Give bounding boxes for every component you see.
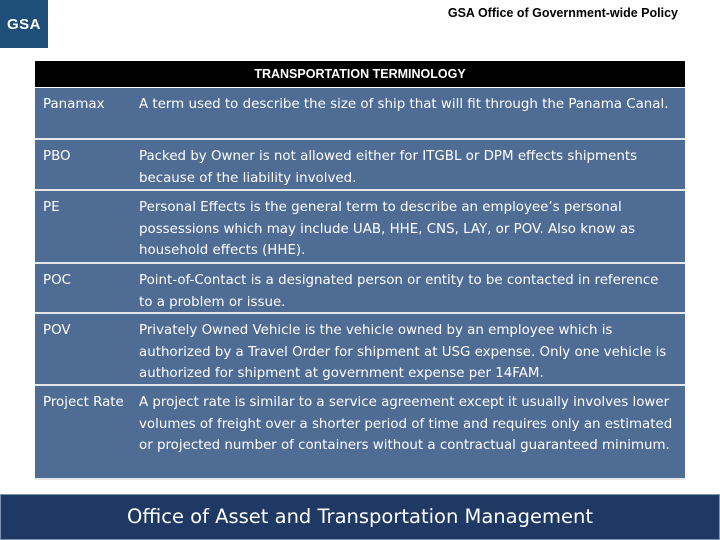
term-cell: PE — [43, 200, 60, 215]
definition-cell: A project rate is similar to a service agreement except it usually involves lower volumes of freight over a shorter period of time and requires only an estimated or projected number of containers without a contractual guaranteed minimum. — [139, 395, 673, 453]
table-row-panamax — [35, 88, 685, 140]
definition-cell: A term used to describe the size of ship that will fit through the Panama Canal. — [139, 97, 669, 112]
term-cell: PBO — [43, 149, 71, 164]
terminology-table — [35, 88, 685, 480]
definition-cell: Personal Effects is the general term to describe an employee’s personal possessions which may include UAB, HHE, CNS, LAY, or POV. Also know as household effects (HHE). — [139, 200, 636, 258]
gsa-logo-text: GSA — [6, 15, 41, 33]
table-row-project-rate — [35, 386, 685, 480]
page-header-title: GSA Office of Government-wide Policy — [447, 6, 678, 20]
term-cell: POV — [43, 323, 71, 338]
table-row-pov — [35, 314, 685, 386]
gsa-logo — [0, 0, 48, 48]
term-cell: Panamax — [43, 97, 105, 112]
term-cell: Project Rate — [43, 395, 124, 410]
term-cell: POC — [43, 273, 71, 288]
table-row-pe — [35, 191, 685, 264]
definition-cell: Packed by Owner is not allowed either for ITGBL or DPM effects shipments because of the liability involved. — [139, 149, 638, 186]
footer-banner: Office of Asset and Transportation Management — [0, 494, 720, 540]
table-heading: TRANSPORTATION TERMINOLOGY — [35, 61, 685, 87]
table-row-poc — [35, 264, 685, 314]
definition-cell: Point-of-Contact is a designated person or entity to be contacted in reference to a problem or issue. — [139, 273, 659, 310]
definition-cell: Privately Owned Vehicle is the vehicle owned by an employee which is authorized by a Travel Order for shipment at USG expense. Only one vehicle is authorized for shipment at government expense per 14FAM. — [139, 323, 667, 381]
table-row-pbo — [35, 140, 685, 191]
